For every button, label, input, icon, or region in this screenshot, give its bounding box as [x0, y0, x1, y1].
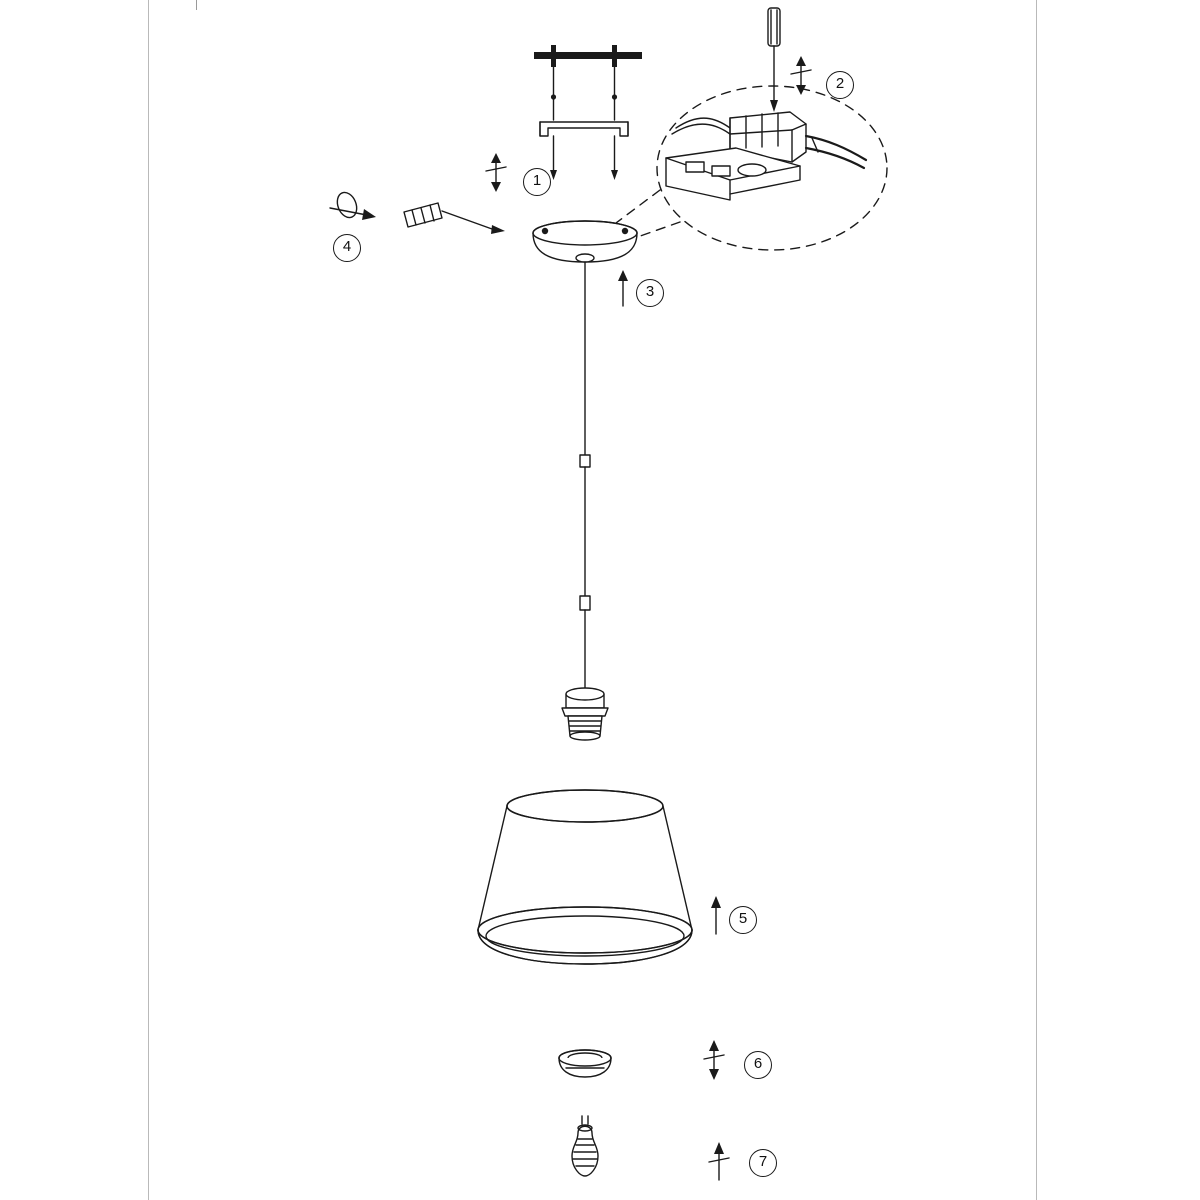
step-number-3: 3 [636, 279, 664, 307]
step-7-arrow-icon [709, 1142, 729, 1180]
suspension-cable-part [580, 262, 590, 692]
step-3-arrow-icon [618, 270, 628, 306]
step-number-2: 2 [826, 71, 854, 99]
step-5-arrow-icon [711, 896, 721, 934]
terminal-block-detail-callout [604, 8, 887, 250]
step-number-5: 5 [729, 906, 757, 934]
light-bulb-part [572, 1116, 598, 1176]
ceiling-bracket-part [534, 45, 642, 180]
lamp-socket-part [562, 688, 608, 740]
step-number-4: 4 [333, 234, 361, 262]
step-2-arrow-icon [791, 56, 811, 95]
step-number-6: 6 [744, 1051, 772, 1079]
canopy-part [533, 221, 637, 262]
step-4-rotate-icon [330, 190, 376, 221]
lamp-shade-part [478, 790, 692, 964]
step-1-arrow-icon [486, 153, 506, 192]
step-number-7: 7 [749, 1149, 777, 1177]
screwdriver-tool [404, 203, 505, 234]
shade-ring-part [559, 1050, 611, 1077]
step-number-1: 1 [523, 168, 551, 196]
step-6-arrow-icon [704, 1040, 724, 1080]
